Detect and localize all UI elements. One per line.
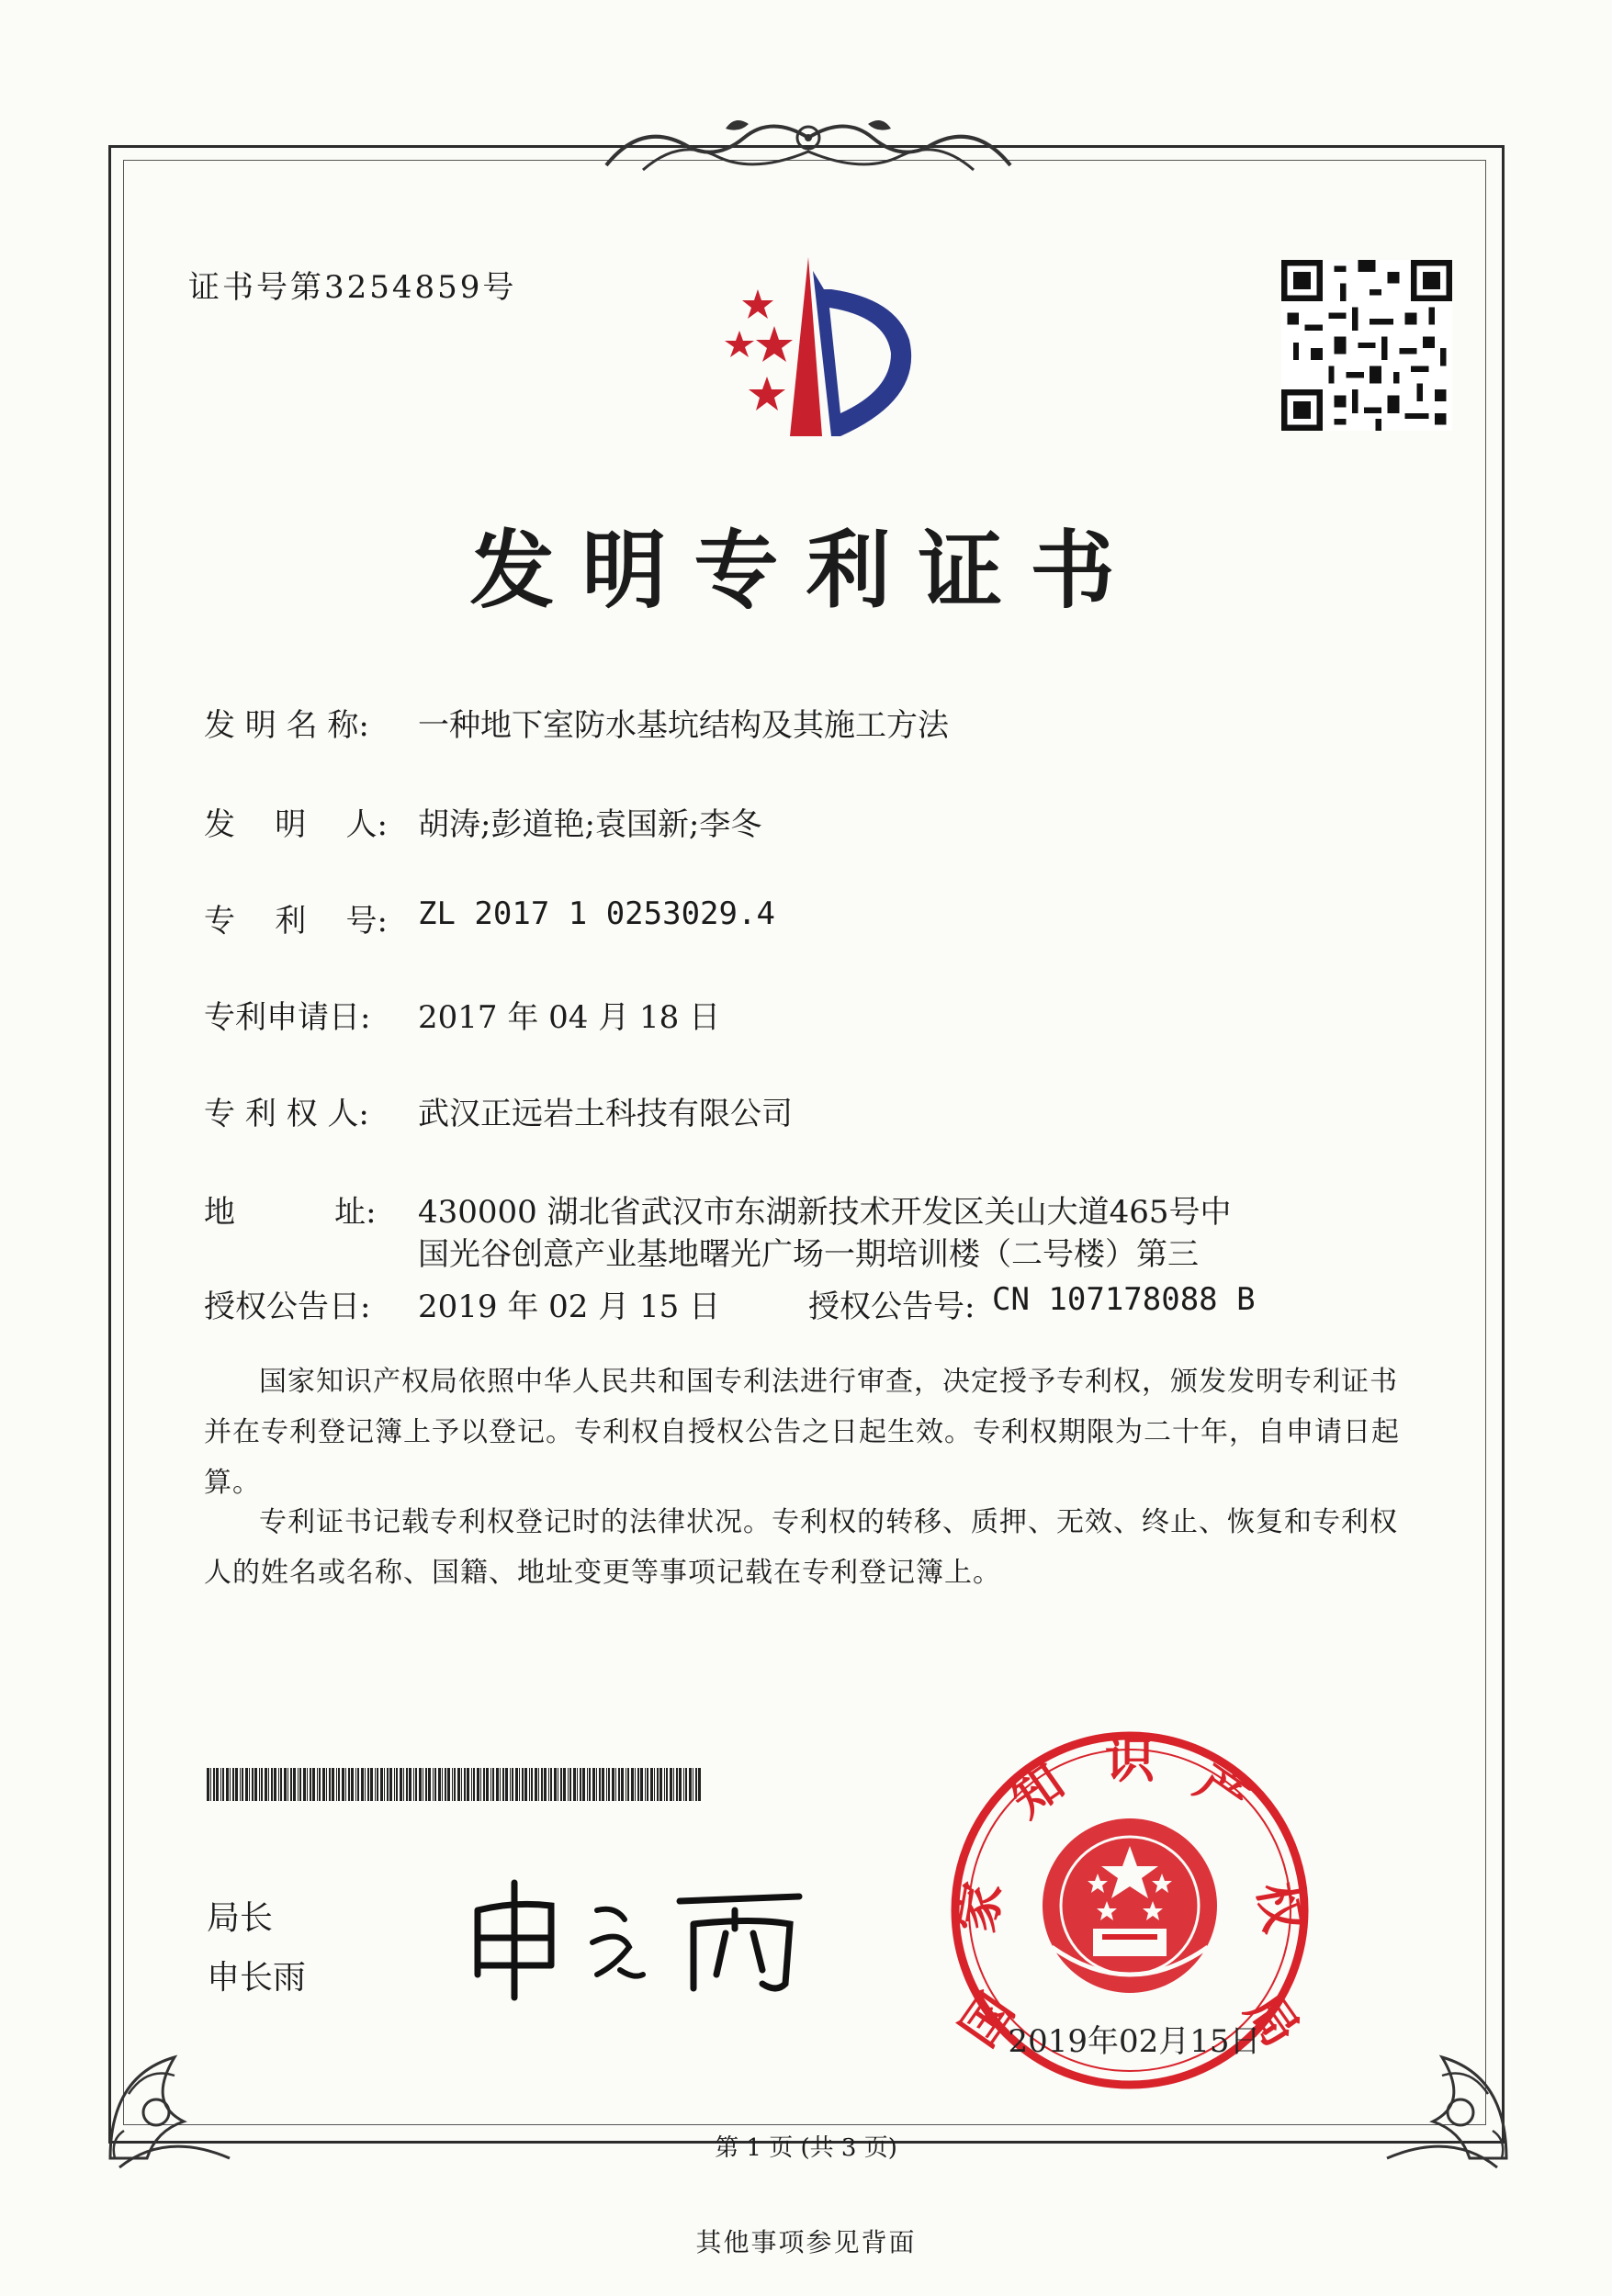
barcode-bar	[500, 1768, 501, 1801]
barcode-bar	[274, 1768, 276, 1801]
barcode-bar	[210, 1768, 211, 1801]
barcode-bar	[222, 1768, 224, 1801]
barcode-bar	[582, 1768, 585, 1801]
barcode-bar	[310, 1768, 311, 1801]
barcode-bar	[531, 1768, 533, 1801]
barcode-bar	[568, 1768, 569, 1801]
barcode-bar	[550, 1768, 552, 1801]
barcode-bar	[245, 1768, 248, 1801]
barcode-bar	[442, 1768, 443, 1801]
grant-date-value: 2019 年 02 月 15 日	[418, 1289, 721, 1325]
barcode-bar	[654, 1768, 655, 1801]
barcode-bar	[505, 1768, 508, 1801]
statement-paragraph-2: 专利证书记载专利权登记时的法律状况。专利权的转移、质押、无效、终止、恢复和专利权人的姓名或名称、国籍、地址变更等事项记载在专利登记簿上。	[204, 1506, 1398, 1589]
barcode-bar	[338, 1768, 340, 1801]
director-name: 申长雨	[207, 1959, 307, 1997]
barcode-bar	[425, 1768, 427, 1801]
barcode-bar	[670, 1768, 672, 1801]
seal-character: 识	[1105, 1730, 1155, 1789]
barcode-bar	[280, 1768, 282, 1801]
barcode-bar	[249, 1768, 250, 1801]
barcode-bar	[380, 1768, 383, 1801]
barcode-bar	[685, 1768, 687, 1801]
director-signature	[459, 1874, 827, 2002]
inventor-label: 发 明 人:	[204, 806, 388, 843]
barcode-bar	[563, 1768, 566, 1801]
barcode-bar	[242, 1768, 243, 1801]
barcode-bar	[351, 1768, 354, 1801]
barcode-bar	[631, 1768, 634, 1801]
barcode-bar	[226, 1768, 229, 1801]
barcode	[207, 1768, 703, 1801]
barcode-bar	[415, 1768, 417, 1801]
seal-character: 家	[946, 1877, 1013, 1937]
barcode-bar	[621, 1768, 624, 1801]
barcode-bar	[615, 1768, 616, 1801]
barcode-bar	[461, 1768, 462, 1801]
certificate-title: 发明专利证书	[469, 521, 1143, 620]
barcode-bar	[698, 1768, 701, 1801]
barcode-bar	[261, 1768, 263, 1801]
barcode-bar	[659, 1768, 662, 1801]
barcode-bar	[312, 1768, 315, 1801]
barcode-bar	[554, 1768, 557, 1801]
barcode-bar	[560, 1768, 562, 1801]
barcode-bar	[409, 1768, 411, 1801]
barcode-bar	[645, 1768, 646, 1801]
address-value-line1: 430000 湖北省武汉市东湖新技术开发区关山大道465号中	[418, 1194, 1232, 1231]
seal-date: 2019年02月15日	[1008, 2023, 1261, 2060]
inventor-value: 胡涛;彭道艳;袁国新;李冬	[418, 806, 762, 843]
barcode-bar	[220, 1768, 221, 1801]
invention-name-value: 一种地下室防水基坑结构及其施工方法	[418, 707, 949, 744]
barcode-bar	[541, 1768, 543, 1801]
seal-character: 国	[948, 1982, 1026, 2057]
barcode-bar	[265, 1768, 267, 1801]
barcode-bar	[303, 1768, 306, 1801]
barcode-bar	[317, 1768, 318, 1801]
barcode-bar	[336, 1768, 337, 1801]
barcode-bar	[515, 1768, 518, 1801]
barcode-bar	[486, 1768, 489, 1801]
barcode-bar	[252, 1768, 254, 1801]
application-date-value: 2017 年 04 月 18 日	[418, 999, 721, 1036]
barcode-bar	[490, 1768, 491, 1801]
qr-code	[1281, 260, 1452, 431]
barcode-bar	[689, 1768, 692, 1801]
patent-office-emblem	[693, 253, 932, 455]
barcode-bar	[679, 1768, 682, 1801]
barcode-bar	[271, 1768, 273, 1801]
barcode-bar	[342, 1768, 344, 1801]
barcode-bar	[355, 1768, 356, 1801]
barcode-bar	[433, 1768, 434, 1801]
barcode-bar	[377, 1768, 378, 1801]
barcode-bar	[232, 1768, 234, 1801]
barcode-bar	[512, 1768, 513, 1801]
barcode-bar	[293, 1768, 296, 1801]
barcode-bar	[307, 1768, 308, 1801]
barcode-bar	[387, 1768, 389, 1801]
barcode-bar	[637, 1768, 639, 1801]
barcode-bar	[322, 1768, 325, 1801]
barcode-bar	[577, 1768, 578, 1801]
barcode-bar	[332, 1768, 334, 1801]
barcode-bar	[365, 1768, 366, 1801]
announcement-number-value: CN 107178088 B	[992, 1281, 1256, 1318]
barcode-bar	[413, 1768, 414, 1801]
barcode-bar	[298, 1768, 299, 1801]
barcode-bar	[345, 1768, 346, 1801]
barcode-bar	[602, 1768, 604, 1801]
patentee-value: 武汉正远岩土科技有限公司	[418, 1096, 793, 1132]
barcode-bar	[592, 1768, 595, 1801]
barcode-bar	[640, 1768, 643, 1801]
barcode-bar	[375, 1768, 376, 1801]
barcode-bar	[348, 1768, 350, 1801]
barcode-bar	[612, 1768, 614, 1801]
announcement-number-label: 授权公告号:	[808, 1289, 975, 1325]
barcode-bar	[510, 1768, 511, 1801]
address-value-line2: 国光谷创意产业基地曙光广场一期培训楼（二号楼）第三	[418, 1236, 1199, 1273]
barcode-bar	[580, 1768, 581, 1801]
barcode-bar	[471, 1768, 472, 1801]
barcode-bar	[213, 1768, 215, 1801]
grant-date-label: 授权公告日:	[204, 1289, 371, 1325]
footer-note: 其他事项参见背面	[695, 2227, 917, 2257]
barcode-bar	[319, 1768, 321, 1801]
barcode-bar	[396, 1768, 398, 1801]
barcode-bar	[473, 1768, 475, 1801]
barcode-bar	[406, 1768, 408, 1801]
barcode-bar	[544, 1768, 547, 1801]
barcode-bar	[370, 1768, 373, 1801]
barcode-bar	[230, 1768, 231, 1801]
barcode-bar	[278, 1768, 279, 1801]
seal-character: 产	[1185, 1751, 1260, 1829]
barcode-bar	[284, 1768, 287, 1801]
barcode-bar	[587, 1768, 588, 1801]
barcode-bar	[695, 1768, 697, 1801]
patent-number-value: ZL 2017 1 0253029.4	[418, 895, 775, 932]
barcode-bar	[522, 1768, 524, 1801]
barcode-bar	[464, 1768, 466, 1801]
barcode-bar	[326, 1768, 327, 1801]
barcode-bar	[384, 1768, 385, 1801]
barcode-bar	[650, 1768, 653, 1801]
barcode-bar	[673, 1768, 674, 1801]
barcode-bar	[299, 1768, 301, 1801]
barcode-bar	[666, 1768, 668, 1801]
seal-character: 局	[1234, 1982, 1312, 2057]
barcode-bar	[480, 1768, 481, 1801]
barcode-bar	[596, 1768, 597, 1801]
barcode-bar	[438, 1768, 441, 1801]
barcode-bar	[361, 1768, 364, 1801]
barcode-bar	[254, 1768, 257, 1801]
barcode-bar	[290, 1768, 292, 1801]
seal-character: 权	[1246, 1877, 1313, 1937]
top-ornament	[588, 101, 1029, 184]
barcode-bar	[538, 1768, 539, 1801]
barcode-bar	[599, 1768, 601, 1801]
barcode-bar	[524, 1768, 527, 1801]
patentee-label: 专 利 权 人:	[204, 1096, 369, 1132]
barcode-bar	[428, 1768, 431, 1801]
barcode-bar	[394, 1768, 395, 1801]
barcode-bar	[235, 1768, 238, 1801]
barcode-bar	[519, 1768, 520, 1801]
barcode-bar	[477, 1768, 479, 1801]
barcode-bar	[529, 1768, 530, 1801]
barcode-bar	[492, 1768, 494, 1801]
barcode-bar	[608, 1768, 610, 1801]
barcode-bar	[647, 1768, 648, 1801]
address-label: 地 址:	[204, 1194, 377, 1231]
barcode-bar	[259, 1768, 260, 1801]
barcode-bar	[434, 1768, 436, 1801]
barcode-bar	[569, 1768, 571, 1801]
barcode-bar	[389, 1768, 392, 1801]
barcode-bar	[657, 1768, 659, 1801]
barcode-bar	[618, 1768, 620, 1801]
barcode-bar	[400, 1768, 402, 1801]
barcode-bar	[467, 1768, 469, 1801]
barcode-bar	[240, 1768, 241, 1801]
barcode-bar	[454, 1768, 456, 1801]
barcode-bar	[457, 1768, 460, 1801]
barcode-bar	[287, 1768, 288, 1801]
seal-character: 知	[999, 1751, 1075, 1829]
barcode-bar	[268, 1768, 269, 1801]
barcode-bar	[496, 1768, 499, 1801]
barcode-bar	[664, 1768, 665, 1801]
barcode-bar	[606, 1768, 607, 1801]
director-title: 局长	[207, 1899, 274, 1937]
barcode-bar	[447, 1768, 450, 1801]
application-date-label: 专利申请日:	[204, 999, 371, 1036]
barcode-bar	[403, 1768, 404, 1801]
barcode-bar	[419, 1768, 422, 1801]
barcode-bar	[573, 1768, 576, 1801]
barcode-bar	[548, 1768, 549, 1801]
barcode-bar	[676, 1768, 678, 1801]
barcode-bar	[216, 1768, 219, 1801]
barcode-bar	[357, 1768, 359, 1801]
barcode-bar	[635, 1768, 636, 1801]
barcode-bar	[502, 1768, 504, 1801]
barcode-bar	[627, 1768, 629, 1801]
barcode-bar	[367, 1768, 369, 1801]
barcode-bar	[589, 1768, 591, 1801]
barcode-bar	[207, 1768, 209, 1801]
barcode-bar	[329, 1768, 331, 1801]
certificate-number: 证书号第3254859号	[188, 269, 517, 306]
invention-name-label: 发 明 名 称:	[204, 707, 369, 744]
barcode-bar	[535, 1768, 537, 1801]
patent-number-label: 专 利 号:	[204, 903, 388, 940]
barcode-bar	[683, 1768, 684, 1801]
barcode-bar	[452, 1768, 453, 1801]
barcode-bar	[483, 1768, 485, 1801]
barcode-bar	[445, 1768, 446, 1801]
page-number: 第 1 页 (共 3 页)	[715, 2134, 897, 2162]
statement-paragraph-1: 国家知识产权局依照中华人民共和国专利法进行审查，决定授予专利权，颁发发明专利证书并在专利登记簿上予以登记。专利权自授权公告之日起生效。专利权期限为二十年，自申请日起算。	[204, 1366, 1400, 1499]
